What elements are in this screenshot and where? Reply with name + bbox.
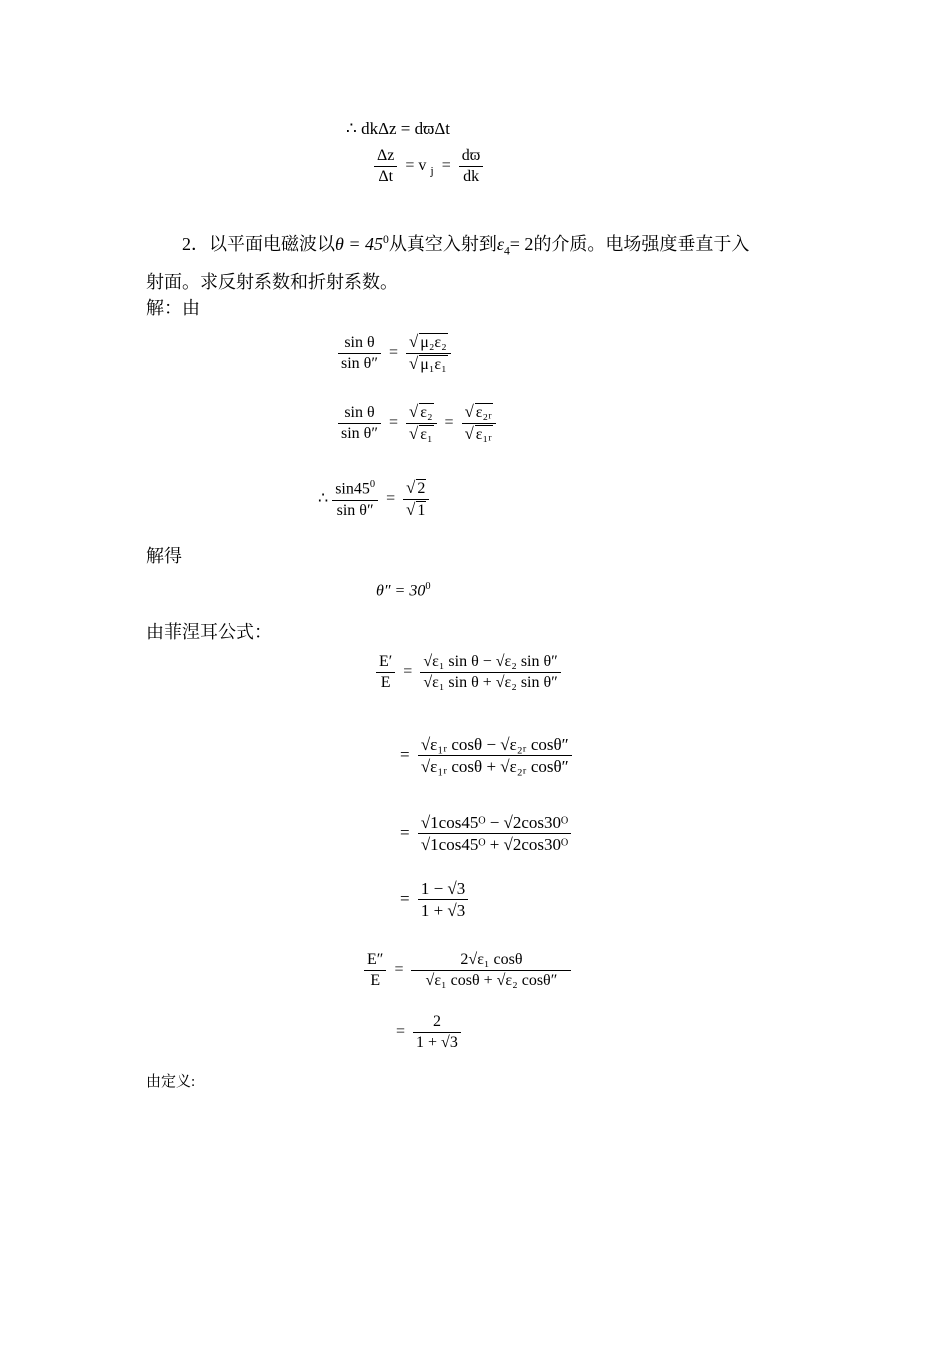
eq-reflection-3: = $\frac{\text{√1cos45ᴼ − √2cos30ᴼ}}{\text{√1cos45ᴼ + √2cos30ᴼ}}$ [396,812,571,856]
eq-snell-3: ∴ $\frac{\sin 45^0}{\text{sin θ″}}$ = $\frac{√ 2}{√ 1}$ [318,478,429,521]
problem-line-2: 射面。求反射系数和折射系数。 [146,272,398,292]
definition-label: 由定义: [146,1074,196,1090]
eq-reflection-1: $\frac{E'}{E}$ = $\frac{\text{√ε₁ sin θ − √ε₂ sin θ″}}{\text{√ε₁ sin θ + √ε₂ sin θ″}}$ [376,652,561,693]
eq-transmission-2: = $\frac{2}{1 + √3}$ [392,1012,461,1053]
eq-snell-1: $\frac{\text{sin θ}}{\text{sin θ″}}$ = $\frac{\text{√ μ₂ε₂}}{\text{√ μ₁ε₁}}$ [338,332,451,375]
fraction-domega-dk: $\frac{dϖ}{dk}$ [459,146,484,187]
eq-theta-result: $\theta'' = 30^0$ [376,581,431,600]
eq-snell-2: $\frac{\text{sin θ}}{\text{sin θ″}}$ = $\frac{\text{√ ε₂}}{\text{√ ε₁}}$ = $\frac{\text{√ ε₂ᵣ}}{\text{√ ε₁ᵣ}}$ [338,402,496,445]
eq-reflection-2: = $\frac{\text{√ε₁ᵣ cosθ − √ε₂ᵣ cosθ″}}{\text{√ε₁ᵣ cosθ + √ε₂ᵣ cosθ″}}$ [396,734,572,778]
fraction-dz-dt: $\frac{\Delta z}{\Delta t}$ [374,146,397,187]
eq-momentum: ∴ dkΔz = dϖΔt [346,119,450,138]
problem-line-1: 2．以平面电磁波以$\theta = 45^0$从真空入射到$\varepsilon_4= 2$的介质。电场强度垂直于入 [182,233,750,258]
solved-label: 解得 [146,546,182,566]
solution-label: 解：由 [146,298,200,318]
fresnel-label: 由菲涅耳公式： [146,622,272,642]
eq-reflection-4: = $\frac{1 - √3}{1 + √3}$ [396,878,468,922]
eq-group-velocity: $\frac{\Delta z}{\Delta t}$ = v $_j$ = $\frac{dϖ}{dk}$ [374,146,483,187]
eq-transmission-1: $\frac{E''}{E}$ = $\frac{\text{2√ε₁ cosθ}}{\text{√ε₁ cosθ + √ε₂ cosθ″}}$ [364,950,571,991]
